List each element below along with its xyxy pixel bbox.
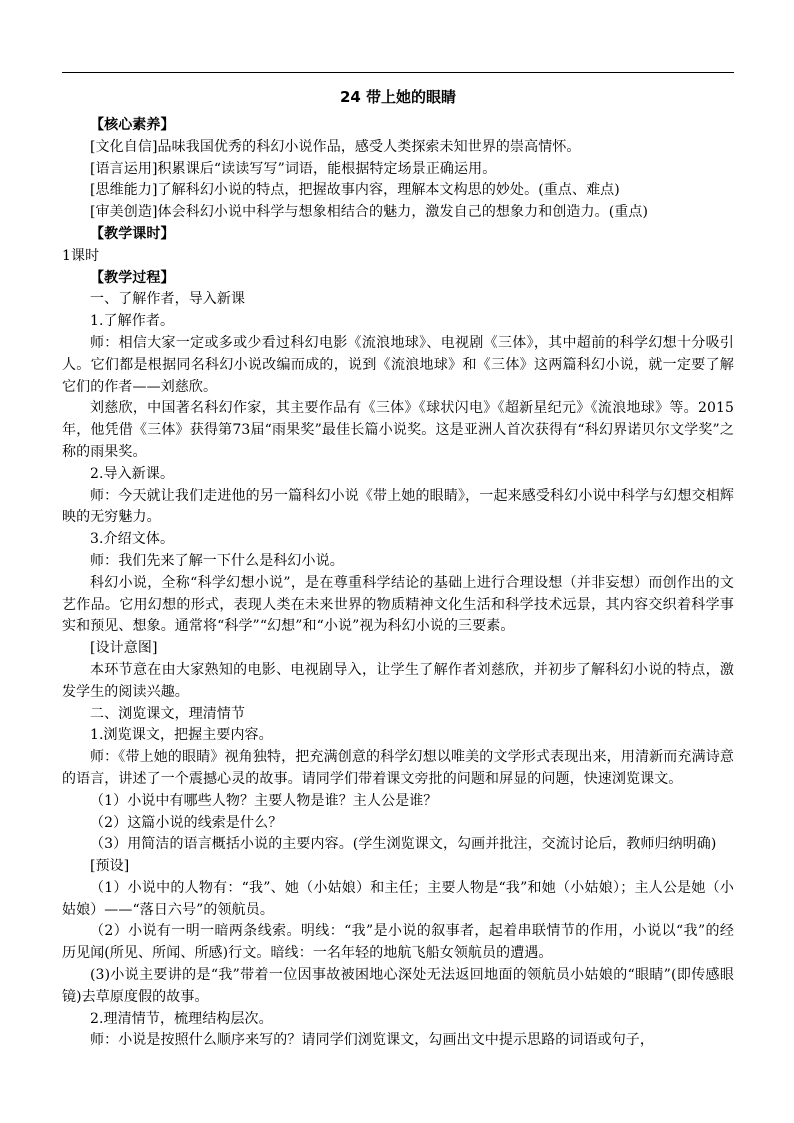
paragraph: [预设] [90,858,130,875]
paragraph: 师：《带上她的眼睛》视角独特，把充满创意的科学幻想以唯美的文学形式表现出来，用清新而充满诗意的语言，讲述了一个震撼心灵的故事。请同学们带着课文旁批的问题和屏显的问题，快速浏览课文。 [62,749,734,787]
paragraph: 师：今天就让我们走进他的另一篇科幻小说《带上她的眼睛》，一起来感受科幻小说中科学与幻想交相辉映的无穷魅力。 [62,487,734,526]
paragraph: 3.介绍文体。 [90,531,175,548]
paragraph: 1课时 [62,247,100,264]
document-body [62,115,734,1052]
paragraph: （1）小说中有哪些人物？主要人物是谁？主人公是谁？ [90,792,438,809]
paragraph: 1.浏览课文，把握主要内容。 [90,727,273,744]
paragraph: 1.了解作者。 [90,313,175,330]
paragraph: （1）小说中的人物有：“我”、她（小姑娘）和主任；主要人物是“我”和她（小姑娘）；主人公是她（小姑娘）——“落日六号”的领航员。 [62,879,734,918]
paragraph: [设计意图] [90,640,158,657]
paragraph: 师：小说是按照什么顺序来写的？请同学们浏览课文，勾画出文中提示思路的词语或句子， [90,1032,654,1049]
paragraph: 二、浏览课文，理清情节 [90,705,246,722]
paragraph: 师：我们先来了解一下什么是科幻小说。 [90,552,344,569]
paragraph: 刘慈欣，中国著名科幻作家，其主要作品有《三体》《球状闪电》《超新星纪元》《流浪地球》等。2015年，他凭借《三体》获得第73届“雨果奖”最佳长篇小说奖。这是亚洲人首次获得有“科幻界诺贝尔文学奖”之称的雨果奖。 [62,400,734,460]
paragraph: 2.理清情节，梳理结构层次。 [90,1010,273,1027]
section-heading: 【核心素养】 [90,117,175,133]
lesson-title: 24 带上她的眼睛 [339,88,457,106]
section-heading: 【教学课时】 [90,225,175,242]
paragraph: 一、了解作者，导入新课 [90,291,246,308]
paragraph: [审美创造]体会科幻小说中科学与想象相结合的魅力，激发自己的想象力和创造力。(重点) [90,204,649,221]
section-heading: 【教学过程】 [90,269,175,286]
paragraph: 本环节意在由大家熟知的电影、电视剧导入，让学生了解作者刘慈欣，并初步了解科幻小说的特点，激发学生的阅读兴趣。 [62,661,734,700]
header-rule [62,72,734,73]
paragraph: 科幻小说，全称“科学幻想小说”，是在尊重科学结论的基础上进行合理设想（并非妄想）而创作出的文艺作品。它用幻想的形式，表现人类在未来世界的物质精神文化生活和科学技术远景，其内容交织着科学事实和预见、想象。通常将“科学”“幻想”和“小说”视为科幻小说的三要素。 [62,574,734,635]
paragraph: [语言运用]积累课后“读读写写”词语，能根据特定场景正确运用。 [90,160,497,177]
paragraph: 师：相信大家一定或多或少看过科幻电影《流浪地球》、电视剧《三体》，其中超前的科学幻想十分吸引人。它们都是根据同名科幻小说改编而成的，说到《流浪地球》和《三体》这两篇科幻小说，就一定要了解它们的作者——刘慈欣。 [62,334,734,395]
paragraph: [文化自信]品味我国优秀的科幻小说作品，感受人类探索未知世界的崇高情怀。 [90,138,581,155]
paragraph: [思维能力]了解科幻小说的特点，把握故事内容，理解本文构思的妙处。(重点、难点) [90,182,620,199]
paragraph: （2）这篇小说的线索是什么？ [90,814,283,831]
paragraph: （3）用简洁的语言概括小说的主要内容。(学生浏览课文，勾画并批注，交流讨论后，教师归纳明确) [90,836,717,853]
paragraph: (3)小说主要讲的是“我”带着一位因事故被困地心深处无法返回地面的领航员小姑娘的“眼睛”(即传感眼镜)去草原度假的故事。 [62,967,734,1005]
paragraph: 2.导入新课。 [90,465,175,482]
document-page [62,84,734,1052]
paragraph: （2）小说有一明一暗两条线索。明线：“我”是小说的叙事者，起着串联情节的作用，小说以“我”的经历见闻(所见、所闻、所感)行文。暗线：一名年轻的地航飞船女领航员的遭遇。 [62,923,734,962]
